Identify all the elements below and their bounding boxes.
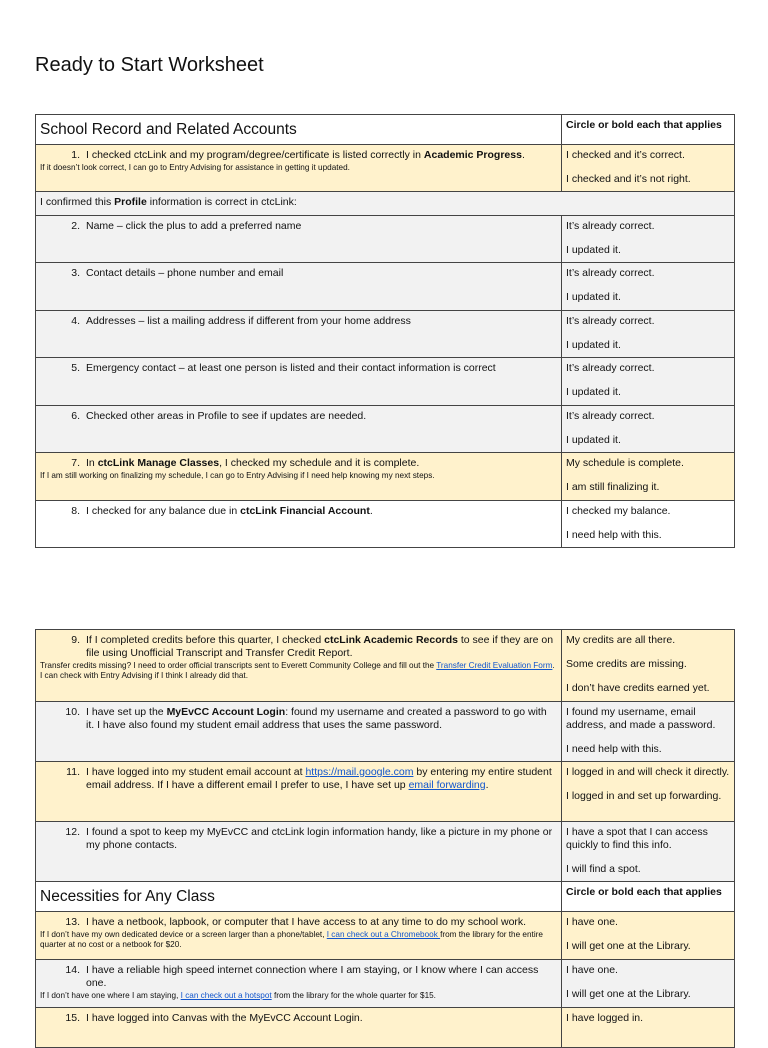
item-text: I checked for any balance due in ctcLink Financial Account. — [86, 505, 373, 517]
option-get-at-library[interactable]: I will get one at the Library. — [566, 988, 691, 1000]
options-cell — [562, 216, 735, 263]
option-already-correct[interactable]: It’s already correct. — [566, 410, 655, 422]
item-text: I have logged into Canvas with the MyEvCC Account Login. — [86, 1012, 363, 1024]
options-cell — [562, 912, 735, 960]
checklist-row-5 — [36, 358, 735, 406]
options-cell — [562, 453, 735, 501]
option-already-correct[interactable]: It’s already correct. — [566, 267, 655, 279]
checklist-row-4 — [36, 311, 735, 358]
option-already-correct[interactable]: It’s already correct. — [566, 362, 655, 374]
options-cell — [562, 358, 735, 406]
item-number: 6. — [71, 410, 80, 422]
chromebook-link[interactable]: I can check out a Chromebook — [326, 930, 441, 939]
hotspot-link[interactable]: I can check out a hotspot — [180, 991, 272, 1000]
checklist-row-2 — [36, 216, 735, 263]
item-cell — [36, 912, 562, 960]
item-cell — [36, 630, 562, 702]
option-logged-in-check[interactable]: I logged in and will check it directly. — [566, 766, 730, 778]
option-credits-missing[interactable]: Some credits are missing. — [566, 658, 687, 670]
option-already-correct[interactable]: It’s already correct. — [566, 315, 655, 327]
profile-intro: I confirmed this Profile information is correct in ctcLink: — [36, 192, 735, 216]
option-logged-in[interactable]: I have logged in. — [566, 1012, 644, 1024]
item-text: I have a reliable high speed internet connection where I am staying, or I know where I can access one. — [86, 964, 539, 989]
item-cell — [36, 145, 562, 192]
accounts-necessities-table — [35, 629, 735, 1048]
checklist-row-9 — [36, 630, 735, 702]
options-cell — [562, 822, 735, 882]
item-cell — [36, 1008, 562, 1048]
item-cell — [36, 311, 562, 358]
item-text: Addresses – list a mailing address if different from your home address — [86, 315, 411, 327]
gmail-link[interactable]: https://mail.google.com — [305, 766, 414, 778]
option-updated[interactable]: I updated it. — [566, 339, 621, 351]
checklist-row-14 — [36, 960, 735, 1008]
item-text: I have set up the MyEvCC Account Login: found my username and created a password to go with it. I have also found my student email address that uses the same password. — [86, 706, 547, 731]
column-heading: Circle or bold each that applies — [562, 882, 735, 912]
checklist-row-3 — [36, 263, 735, 311]
options-cell — [562, 406, 735, 453]
item-number: 13. — [65, 916, 80, 928]
option-found-username[interactable]: I found my username, email address, and made a password. — [566, 706, 716, 731]
profile-intro-row — [36, 192, 735, 216]
option-need-help[interactable]: I need help with this. — [566, 743, 662, 755]
item-number: 9. — [71, 634, 80, 646]
item-text: I checked ctcLink and my program/degree/certificate is listed correctly in Academic Progress. — [86, 149, 525, 161]
item-number: 2. — [71, 220, 80, 232]
checklist-row-6 — [36, 406, 735, 453]
checklist-row-10 — [36, 702, 735, 762]
item-text: I have a netbook, lapbook, or computer that I have access to at any time to do my school work. — [86, 916, 527, 928]
item-cell — [36, 822, 562, 882]
checklist-row-8 — [36, 501, 735, 548]
options-cell — [562, 702, 735, 762]
option-get-at-library[interactable]: I will get one at the Library. — [566, 940, 691, 952]
item-text: Contact details – phone number and email — [86, 267, 284, 279]
item-cell — [36, 702, 562, 762]
options-cell — [562, 311, 735, 358]
options-cell — [562, 501, 735, 548]
option-set-forwarding[interactable]: I logged in and set up forwarding. — [566, 790, 722, 802]
option-have-spot[interactable]: I have a spot that I can access quickly to find this info. — [566, 826, 708, 851]
options-cell — [562, 1008, 735, 1048]
option-updated[interactable]: I updated it. — [566, 244, 621, 256]
option-already-correct[interactable]: It’s already correct. — [566, 220, 655, 232]
item-cell — [36, 358, 562, 406]
option-updated[interactable]: I updated it. — [566, 386, 621, 398]
item-note: If I don’t have one where I am staying, I can check out a hotspot from the library for the whole quarter for $15. — [40, 991, 436, 1000]
checklist-row-1 — [36, 145, 735, 192]
item-number: 10. — [65, 706, 80, 718]
item-number: 3. — [71, 267, 80, 279]
item-text: I found a spot to keep my MyEvCC and ctcLink login information handy, like a picture in my phone or my phone contacts. — [86, 826, 553, 851]
item-text: Emergency contact – at least one person is listed and their contact information is correct — [86, 362, 496, 374]
options-cell — [562, 960, 735, 1008]
option-will-find-spot[interactable]: I will find a spot. — [566, 863, 641, 875]
item-cell — [36, 406, 562, 453]
options-cell — [562, 145, 735, 192]
item-number: 8. — [71, 505, 80, 517]
option-need-help[interactable]: I need help with this. — [566, 529, 662, 541]
page-title: Ready to Start Worksheet — [35, 54, 264, 76]
item-cell — [36, 263, 562, 311]
options-cell — [562, 762, 735, 822]
item-cell — [36, 216, 562, 263]
option-updated[interactable]: I updated it. — [566, 434, 621, 446]
item-text: In ctcLink Manage Classes, I checked my schedule and it is complete. — [86, 457, 420, 469]
item-cell — [36, 960, 562, 1008]
item-note: If I am still working on finalizing my schedule, I can go to Entry Advising if I need help knowing my next steps. — [40, 471, 435, 480]
checklist-row-12 — [36, 822, 735, 882]
item-cell — [36, 762, 562, 822]
item-number: 12. — [65, 826, 80, 838]
item-number: 4. — [71, 315, 80, 327]
item-text: If I completed credits before this quarter, I checked ctcLink Academic Records to see if they are on file using Unofficial Transcript and Transfer Credit Report. — [86, 634, 554, 659]
item-number: 1. — [71, 149, 80, 161]
option-correct[interactable]: I checked and it’s correct. — [566, 149, 685, 161]
section-header-row — [36, 882, 735, 912]
transfer-credit-link[interactable]: Transfer Credit Evaluation Form — [436, 661, 553, 670]
item-text: I have logged into my student email account at https://mail.google.com by entering my entire student email address. If I have a different email I prefer to use, I have set up email forwarding. — [86, 766, 552, 791]
checklist-row-13 — [36, 912, 735, 960]
checklist-row-15 — [36, 1008, 735, 1048]
option-still-finalizing[interactable]: I am still finalizing it. — [566, 481, 660, 493]
school-record-table — [35, 114, 735, 548]
item-text: Name – click the plus to add a preferred name — [86, 220, 302, 232]
item-note: If I don’t have my own dedicated device or a screen larger than a phone/tablet, I can check out a Chromebook from the library for the entire quarter at no cost or a netbook for $20. — [40, 930, 543, 949]
item-cell — [36, 453, 562, 501]
item-number: 15. — [65, 1012, 80, 1024]
checklist-row-11 — [36, 762, 735, 822]
item-number: 7. — [71, 457, 80, 469]
option-schedule-complete[interactable]: My schedule is complete. — [566, 457, 684, 469]
item-number: 11. — [66, 766, 80, 778]
options-cell — [562, 630, 735, 702]
option-no-credits[interactable]: I don’t have credits earned yet. — [566, 682, 710, 694]
item-note: Transfer credits missing? I need to order official transcripts sent to Everett Community College and fill out the Transfer Credit Evaluation Form. I can check with Entry Advising if I think I already did that. — [40, 661, 555, 680]
section-heading: Necessities for Any Class — [36, 882, 562, 912]
option-have-one[interactable]: I have one. — [566, 916, 618, 928]
option-have-one[interactable]: I have one. — [566, 964, 618, 976]
item-note: If it doesn’t look correct, I can go to Entry Advising for assistance in getting it updated. — [40, 163, 350, 172]
option-updated[interactable]: I updated it. — [566, 291, 621, 303]
item-number: 14. — [65, 964, 80, 976]
checklist-row-7 — [36, 453, 735, 501]
column-heading: Circle or bold each that applies — [562, 115, 735, 145]
item-text: Checked other areas in Profile to see if updates are needed. — [86, 410, 367, 422]
options-cell — [562, 263, 735, 311]
option-checked-balance[interactable]: I checked my balance. — [566, 505, 671, 517]
item-cell — [36, 501, 562, 548]
section-header-row — [36, 115, 735, 145]
section-heading: School Record and Related Accounts — [36, 115, 562, 145]
option-not-right[interactable]: I checked and it’s not right. — [566, 173, 691, 185]
email-forwarding-link[interactable]: email forwarding — [408, 779, 486, 791]
item-number: 5. — [71, 362, 80, 374]
option-credits-there[interactable]: My credits are all there. — [566, 634, 676, 646]
